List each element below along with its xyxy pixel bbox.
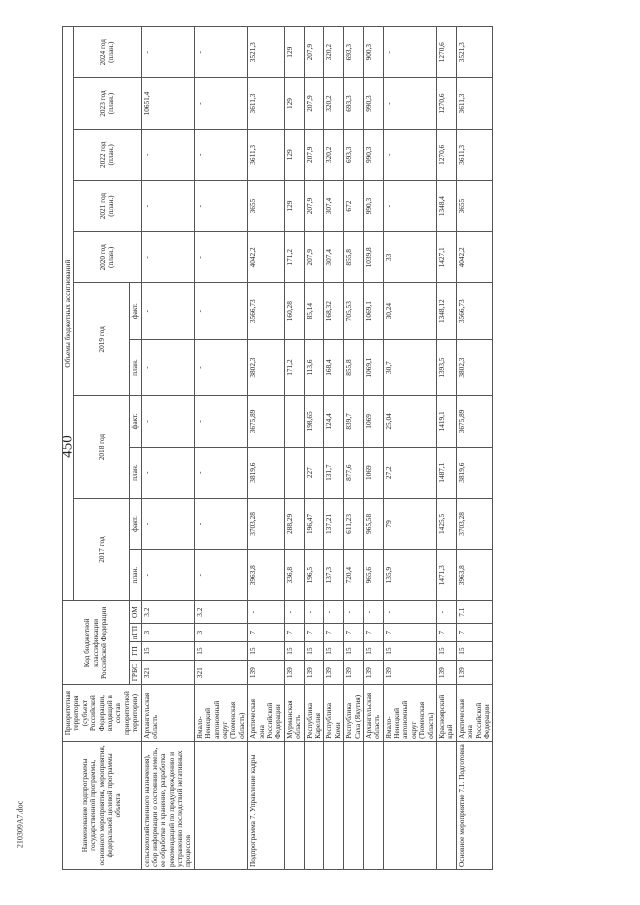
cell-y2024: -	[141, 27, 194, 78]
cell-f2019: -	[194, 283, 247, 339]
header-code: Код бюджетной классификации Российской Федерации	[63, 601, 130, 685]
cell-p2017: 3963,8	[248, 550, 285, 601]
cell-pgp: 7	[383, 623, 436, 641]
cell-f2018: 839,7	[344, 396, 364, 447]
cell-pgp: 7	[284, 623, 304, 641]
budget-table	[59, 26, 493, 870]
header-pgp: пГП	[130, 623, 141, 641]
cell-om: 7.1	[456, 601, 493, 624]
cell-f2019: 3566,73	[456, 283, 493, 339]
cell-y2022: 693,3	[344, 129, 364, 180]
cell-f2018: -	[194, 396, 247, 447]
cell-om: -	[344, 601, 364, 624]
table-row	[437, 27, 457, 870]
cell-p2018: -	[141, 447, 194, 498]
table-row	[383, 27, 436, 870]
cell-p2018: 877,6	[344, 447, 364, 498]
cell-p2017: 196,5	[304, 550, 324, 601]
cell-p2018: 1069	[363, 447, 383, 498]
cell-p2019: 1393,5	[437, 339, 457, 395]
cell-p2017: 135,9	[383, 550, 436, 601]
cell-y2021: -	[141, 180, 194, 231]
header-plan-2018: план.	[130, 447, 141, 498]
cell-p2019: 855,8	[344, 339, 364, 395]
cell-f2017: 288,29	[284, 498, 304, 549]
cell-p2018: -	[194, 447, 247, 498]
cell-f2019: 168,32	[324, 283, 344, 339]
cell-p2017: -	[194, 550, 247, 601]
cell-y2021: 307,4	[324, 180, 344, 231]
cell-y2022: -	[141, 129, 194, 180]
cell-y2022: -	[194, 129, 247, 180]
cell-grbs: 139	[437, 660, 457, 685]
cell-p2017: 1471,3	[437, 550, 457, 601]
cell-f2017: 965,58	[363, 498, 383, 549]
cell-y2022: 320,2	[324, 129, 344, 180]
table-row	[284, 27, 304, 870]
cell-f2017: 3703,28	[248, 498, 285, 549]
cell-name	[194, 741, 247, 869]
cell-f2017: 611,23	[344, 498, 364, 549]
cell-p2019: 171,2	[284, 339, 304, 395]
header-2021: 2021 год (план.)	[74, 180, 141, 231]
header-grbs: ГРБС	[130, 660, 141, 685]
cell-om: -	[363, 601, 383, 624]
cell-f2018: 1069	[363, 396, 383, 447]
cell-y2021: 3655	[248, 180, 285, 231]
cell-om: 3.2	[141, 601, 194, 624]
rotated-table-container	[59, 26, 628, 870]
cell-f2018	[284, 396, 304, 447]
cell-territory: Архангельская область	[141, 685, 194, 741]
header-2020: 2020 год (план.)	[74, 232, 141, 283]
header-year-2017: 2017 год	[74, 498, 130, 601]
cell-y2023: 10651,4	[141, 78, 194, 129]
header-fact-2017: факт.	[130, 498, 141, 549]
cell-gp: 15	[383, 642, 436, 660]
cell-y2024: 320,2	[324, 27, 344, 78]
cell-f2019: 30,24	[383, 283, 436, 339]
cell-p2018: 3819,6	[248, 447, 285, 498]
cell-gp: 15	[324, 642, 344, 660]
cell-om: -	[284, 601, 304, 624]
cell-p2017: 336,8	[284, 550, 304, 601]
header-gp: ГП	[130, 642, 141, 660]
table-row	[456, 27, 493, 870]
cell-y2024: 3521,3	[456, 27, 493, 78]
cell-gp: 15	[141, 642, 194, 660]
cell-gp: 15	[437, 642, 457, 660]
cell-p2018: 227	[304, 447, 324, 498]
cell-y2021: 672	[344, 180, 364, 231]
cell-p2019: 113,6	[304, 339, 324, 395]
cell-name	[344, 741, 364, 869]
table-row	[141, 27, 194, 870]
cell-territory: Ямало-Ненецкий автономный округ (Тюменская область)	[383, 685, 436, 741]
cell-pgp: 3	[141, 623, 194, 641]
cell-y2021: 3655	[456, 180, 493, 231]
cell-y2021: 129	[284, 180, 304, 231]
table-body	[141, 27, 493, 870]
cell-om: -	[248, 601, 285, 624]
cell-y2020: -	[194, 232, 247, 283]
cell-f2018: 25,04	[383, 396, 436, 447]
cell-p2018: 131,7	[324, 447, 344, 498]
header-plan-2019: план.	[130, 339, 141, 395]
cell-territory: Республика Саха (Якутия)	[344, 685, 364, 741]
cell-y2020: 307,4	[324, 232, 344, 283]
cell-p2018: 3819,6	[456, 447, 493, 498]
cell-f2018: 124,4	[324, 396, 344, 447]
cell-f2018: 1419,1	[437, 396, 457, 447]
cell-om: 3.2	[194, 601, 247, 624]
cell-grbs: 321	[194, 660, 247, 685]
cell-gp: 15	[344, 642, 364, 660]
cell-y2024: 693,3	[344, 27, 364, 78]
cell-y2023: 1270,6	[437, 78, 457, 129]
cell-y2021: -	[383, 180, 436, 231]
cell-y2021: 207,9	[304, 180, 324, 231]
cell-territory: Красноярский край	[437, 685, 457, 741]
cell-f2018: -	[141, 396, 194, 447]
cell-p2018	[284, 447, 304, 498]
cell-name	[284, 741, 304, 869]
header-fact-2019: факт.	[130, 283, 141, 339]
cell-name: Основное мероприятие 7.1. Подготовка	[456, 741, 493, 869]
cell-gp: 15	[194, 642, 247, 660]
cell-p2017: 720,4	[344, 550, 364, 601]
cell-grbs: 139	[324, 660, 344, 685]
cell-f2017: 137,21	[324, 498, 344, 549]
cell-y2021: 990,3	[363, 180, 383, 231]
cell-f2017: 3703,28	[456, 498, 493, 549]
cell-y2024: 129	[284, 27, 304, 78]
cell-grbs: 139	[456, 660, 493, 685]
cell-name	[324, 741, 344, 869]
page-number: 450	[59, 435, 76, 458]
cell-f2019: 705,53	[344, 283, 364, 339]
cell-p2019: 30,7	[383, 339, 436, 395]
cell-f2019: 160,28	[284, 283, 304, 339]
cell-p2017: 965,6	[363, 550, 383, 601]
cell-gp: 15	[363, 642, 383, 660]
cell-p2019: -	[141, 339, 194, 395]
table-row	[324, 27, 344, 870]
cell-y2023: 693,3	[344, 78, 364, 129]
cell-p2019: 168,4	[324, 339, 344, 395]
cell-gp: 15	[456, 642, 493, 660]
cell-territory: Арктическая зона Российской Федерации	[248, 685, 285, 741]
cell-p2019: 3802,3	[248, 339, 285, 395]
cell-name: сельскохозяйственного назначения), сбор информации о состоянии земель, ее обработке и хранение, разработка рекомендаций по предупреждению и устранению последствий негативных процессов	[141, 741, 194, 869]
cell-grbs: 139	[304, 660, 324, 685]
cell-f2019: 1069,1	[363, 283, 383, 339]
cell-name	[437, 741, 457, 869]
cell-y2023: -	[383, 78, 436, 129]
cell-y2023: 207,9	[304, 78, 324, 129]
cell-f2019: -	[141, 283, 194, 339]
cell-grbs: 321	[141, 660, 194, 685]
cell-y2024: -	[194, 27, 247, 78]
cell-y2022: -	[383, 129, 436, 180]
cell-y2022: 129	[284, 129, 304, 180]
cell-f2018: 3675,89	[248, 396, 285, 447]
cell-y2022: 3611,3	[456, 129, 493, 180]
cell-y2020: 4042,2	[248, 232, 285, 283]
header-2024: 2024 год (план.)	[74, 27, 141, 78]
table-row	[248, 27, 285, 870]
cell-p2018: 27,2	[383, 447, 436, 498]
cell-y2024: 1270,6	[437, 27, 457, 78]
cell-pgp: 7	[437, 623, 457, 641]
cell-territory: Республика Карелия	[304, 685, 324, 741]
cell-p2019: 3802,3	[456, 339, 493, 395]
cell-y2020: -	[141, 232, 194, 283]
cell-y2023: 990,3	[363, 78, 383, 129]
cell-y2022: 1270,6	[437, 129, 457, 180]
cell-y2024: 207,9	[304, 27, 324, 78]
cell-p2019: -	[194, 339, 247, 395]
cell-f2018: 3675,89	[456, 396, 493, 447]
cell-y2021: -	[194, 180, 247, 231]
cell-y2021: 1348,4	[437, 180, 457, 231]
cell-f2017: -	[141, 498, 194, 549]
cell-name	[363, 741, 383, 869]
cell-y2020: 207,9	[304, 232, 324, 283]
header-name: Наименование подпрограммы государственной программы, основного мероприятия, мероприятия, федеральной целевой программы объекта	[63, 741, 142, 869]
cell-y2023: 3611,3	[248, 78, 285, 129]
cell-y2020: 33	[383, 232, 436, 283]
cell-p2019: 1069,1	[363, 339, 383, 395]
cell-y2023: -	[194, 78, 247, 129]
header-volumes: Объемы бюджетных ассигнований	[63, 27, 74, 601]
cell-pgp: 3	[194, 623, 247, 641]
cell-name	[304, 741, 324, 869]
cell-grbs: 139	[363, 660, 383, 685]
cell-territory: Ямало-Ненецкий автономный округ (Тюменская область)	[194, 685, 247, 741]
cell-f2017: -	[194, 498, 247, 549]
cell-pgp: 7	[324, 623, 344, 641]
cell-y2024: -	[383, 27, 436, 78]
cell-y2020: 855,8	[344, 232, 364, 283]
cell-grbs: 139	[344, 660, 364, 685]
cell-grbs: 139	[383, 660, 436, 685]
cell-y2024: 3521,3	[248, 27, 285, 78]
header-om: ОМ	[130, 601, 141, 624]
cell-name: Подпрограмма 7. Управление кадры	[248, 741, 285, 869]
table-row	[363, 27, 383, 870]
cell-f2018: 198,65	[304, 396, 324, 447]
cell-y2023: 129	[284, 78, 304, 129]
cell-pgp: 7	[344, 623, 364, 641]
cell-gp: 15	[304, 642, 324, 660]
cell-p2017: -	[141, 550, 194, 601]
cell-territory: Мурманская область	[284, 685, 304, 741]
table-row	[344, 27, 364, 870]
cell-f2019: 3566,73	[248, 283, 285, 339]
cell-p2017: 3963,8	[456, 550, 493, 601]
cell-pgp: 7	[304, 623, 324, 641]
cell-y2022: 3611,3	[248, 129, 285, 180]
cell-y2023: 320,2	[324, 78, 344, 129]
cell-y2020: 171,2	[284, 232, 304, 283]
cell-f2017: 1425,5	[437, 498, 457, 549]
cell-pgp: 7	[456, 623, 493, 641]
cell-territory: Республика Коми	[324, 685, 344, 741]
cell-f2017: 79	[383, 498, 436, 549]
header-year-2019: 2019 год	[74, 283, 130, 396]
cell-y2020: 1427,1	[437, 232, 457, 283]
cell-y2024: 900,3	[363, 27, 383, 78]
cell-grbs: 139	[248, 660, 285, 685]
table-row	[194, 27, 247, 870]
cell-p2017: 137,3	[324, 550, 344, 601]
cell-y2020: 4042,2	[456, 232, 493, 283]
header-2023: 2023 год (план.)	[74, 78, 141, 129]
cell-y2022: 207,9	[304, 129, 324, 180]
cell-y2023: 3611,3	[456, 78, 493, 129]
cell-name	[383, 741, 436, 869]
cell-pgp: 7	[248, 623, 285, 641]
cell-om: -	[304, 601, 324, 624]
cell-om: -	[437, 601, 457, 624]
header-2022: 2022 год (план.)	[74, 129, 141, 180]
cell-territory: Архангельская область	[363, 685, 383, 741]
header-territory: Приоритетная территория (субъект Российской Федерации, входящий в состав приоритетной территории)	[63, 685, 142, 741]
cell-f2017: 196,47	[304, 498, 324, 549]
cell-om: -	[383, 601, 436, 624]
cell-gp: 15	[248, 642, 285, 660]
cell-f2019: 85,14	[304, 283, 324, 339]
header-year-2018: 2018 год	[74, 396, 130, 499]
cell-y2022: 990,3	[363, 129, 383, 180]
cell-pgp: 7	[363, 623, 383, 641]
cell-f2019: 1348,12	[437, 283, 457, 339]
cell-gp: 15	[284, 642, 304, 660]
cell-territory: Арктическая зона Российской Федерации	[456, 685, 493, 741]
doc-footer: 210309A7.doc	[15, 800, 25, 849]
cell-om: -	[324, 601, 344, 624]
cell-p2018: 1487,1	[437, 447, 457, 498]
header-plan-2017: план.	[130, 550, 141, 601]
table-row	[304, 27, 324, 870]
cell-y2020: 1039,8	[363, 232, 383, 283]
header-fact-2018: факт.	[130, 396, 141, 447]
cell-grbs: 139	[284, 660, 304, 685]
